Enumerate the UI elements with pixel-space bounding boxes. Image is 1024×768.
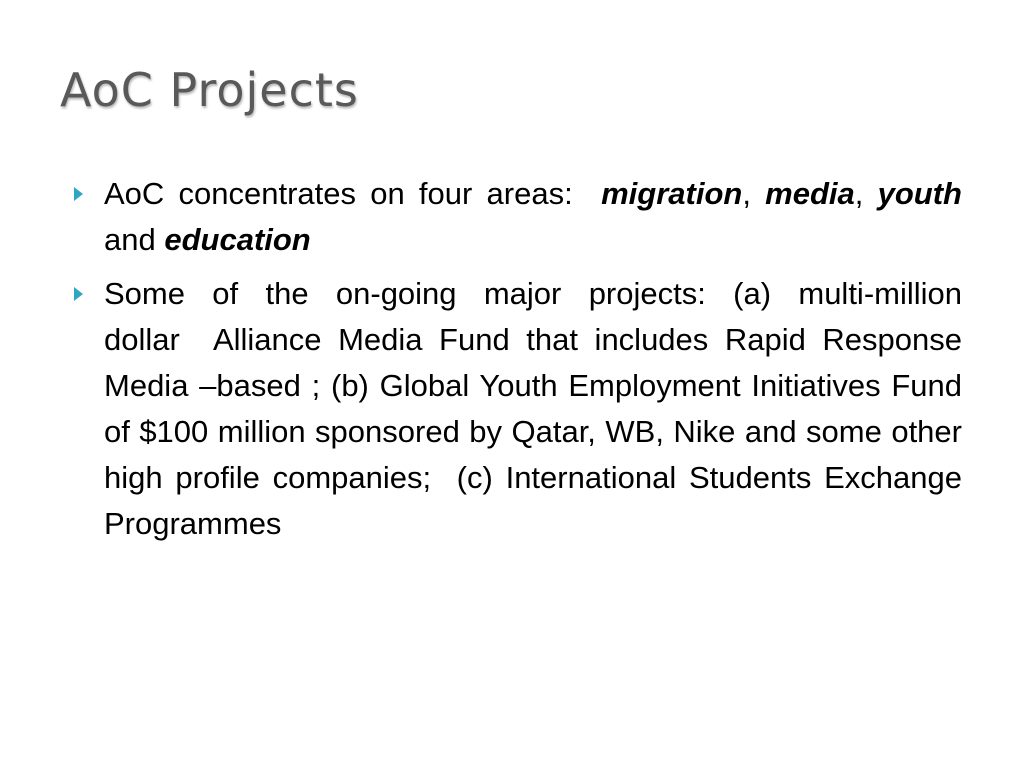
- bullet-list: [0, 171, 1024, 555]
- bullet-emphasis-media: media: [765, 176, 855, 211]
- bullet-emphasis-migration: migration: [601, 176, 743, 211]
- bullet-text: [104, 176, 962, 257]
- bullet-text-segment: and: [104, 222, 165, 257]
- bullet-text-segment: AoC concentrates on four areas:: [104, 176, 602, 211]
- slide-title: AoC Projects: [60, 63, 359, 117]
- bullet-item-focus-areas: [0, 171, 1024, 263]
- bullet-text-segment: ,: [854, 176, 878, 211]
- bullet-item-major-projects: [0, 271, 1024, 547]
- triangle-right-icon: [74, 287, 83, 301]
- bullet-emphasis-youth: youth: [877, 176, 962, 211]
- bullet-text: Some of the on-going major projects: (a) multi-million dollar Alliance Media Fund that includes Rapid Response Media –based ; (b) Global Youth Employment Initiatives Fund of $100 million sponsored by Qatar, WB, Nike and some other high profile companies; (c) International Students Exchange Programmes: [104, 276, 962, 541]
- bullet-text-segment: ,: [742, 176, 766, 211]
- bullet-emphasis-education: education: [164, 222, 311, 257]
- triangle-right-icon: [74, 187, 83, 201]
